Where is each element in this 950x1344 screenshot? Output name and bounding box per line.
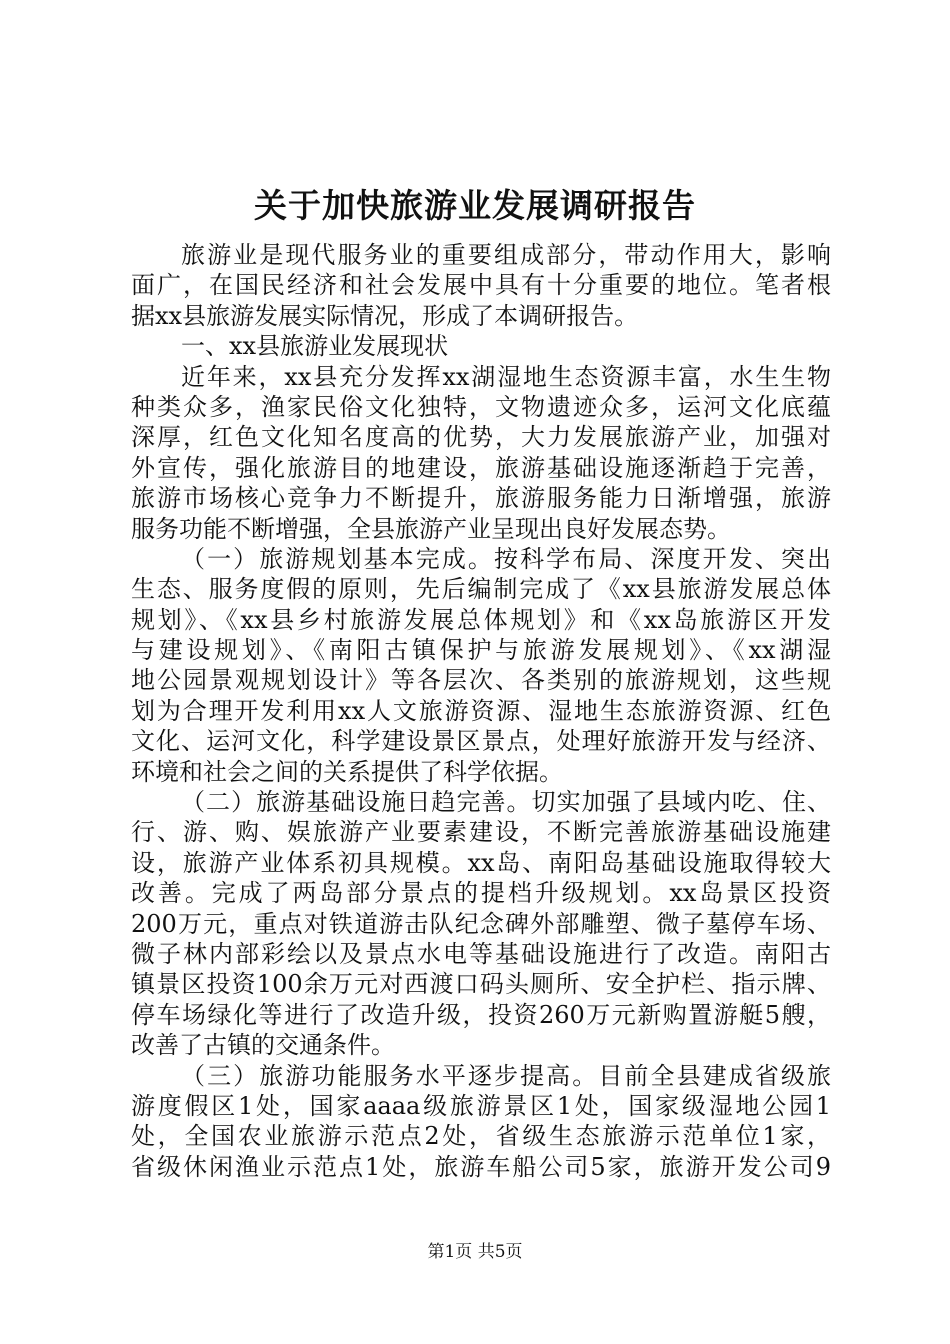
text-line: 旅游市场核心竞争力不断提升，旅游服务能力日渐增强，旅游: [131, 484, 831, 513]
text-line: （一）旅游规划基本完成。按科学布局、深度开发、突出: [181, 544, 831, 573]
text-line: （三）旅游功能服务水平逐步提高。目前全县建成省级旅: [181, 1061, 831, 1090]
text-line: 文化、运河文化，科学建设景区景点，处理好旅游开发与经济、: [131, 727, 831, 756]
text-line: 与建设规划》、《南阳古镇保护与旅游发展规划》、《xx湖湿: [131, 636, 831, 665]
text-line: 改善了古镇的交通条件。: [131, 1031, 395, 1060]
text-line: 微子林内部彩绘以及景点水电等基础设施进行了改造。南阳古: [131, 939, 831, 968]
intro-paragraph: [131, 240, 831, 331]
text-line: 旅游业是现代服务业的重要组成部分，带动作用大，影响: [181, 241, 831, 269]
text-line: 地公园景观规划设计》等各层次、各类别的旅游规划，这些规: [131, 666, 831, 695]
text-line: 种类众多，渔家民俗文化独特，文物遗迹众多，运河文化底蕴: [131, 392, 831, 421]
text-line: 行、游、购、娱旅游产业要素建设，不断完善旅游基础设施建: [131, 818, 831, 847]
text-line: 面广，在国民经济和社会发展中具有十分重要的地位。笔者根: [131, 271, 831, 300]
text-line: 设，旅游产业体系初具规模。xx岛、南阳岛基础设施取得较大: [131, 848, 831, 877]
text-line: 镇景区投资100余万元对西渡口码头厕所、安全护栏、指示牌、: [131, 970, 831, 999]
status-paragraph: [131, 362, 831, 544]
section-heading: [131, 331, 831, 361]
document-body: [131, 240, 831, 1182]
text-line: 生态、服务度假的原则，先后编制完成了《xx县旅游发展总体: [131, 575, 831, 604]
text-line: 停车场绿化等进行了改造升级，投资260万元新购置游艇5艘，: [131, 1000, 831, 1029]
text-line: （二）旅游基础设施日趋完善。切实加强了县域内吃、住、: [181, 788, 831, 817]
text-line: 改善。完成了两岛部分景点的提档升级规划。xx岛景区投资: [131, 879, 831, 908]
text-line: 规划》、《xx县乡村旅游发展总体规划》和《xx岛旅游区开发: [131, 605, 831, 634]
text-line: 近年来，xx县充分发挥xx湖湿地生态资源丰富，水生生物: [181, 362, 831, 391]
page-footer: 第1页 共5页: [427, 1242, 523, 1262]
text-line: 200万元，重点对铁道游击队纪念碑外部雕塑、微子墓停车场、: [131, 909, 831, 938]
text-line: 处，全国农业旅游示范点2处，省级生态旅游示范单位1家，: [131, 1122, 831, 1151]
planning-paragraph: [131, 544, 831, 787]
text-line: 省级休闲渔业示范点1处，旅游车船公司5家，旅游开发公司9: [131, 1152, 831, 1181]
text-line: 深厚，红色文化知名度高的优势，大力发展旅游产业，加强对: [131, 423, 831, 452]
text-line: 服务功能不断增强，全县旅游产业呈现出良好发展态势。: [131, 514, 731, 543]
text-line: 游度假区1处，国家aaaa级旅游景区1处，国家级湿地公园1: [131, 1091, 831, 1120]
text-line: 据xx县旅游发展实际情况，形成了本调研报告。: [131, 301, 639, 330]
text-line: 一、xx县旅游业发展现状: [181, 332, 449, 361]
text-line: 划为合理开发利用xx人文旅游资源、湿地生态旅游资源、红色: [131, 696, 831, 725]
text-line: 外宣传，强化旅游目的地建设，旅游基础设施逐渐趋于完善，: [131, 453, 831, 482]
service-paragraph: [131, 1061, 831, 1183]
document-title: 关于加快旅游业发展调研报告: [254, 186, 696, 225]
text-line: 环境和社会之间的关系提供了科学依据。: [131, 757, 563, 786]
infrastructure-paragraph: [131, 787, 831, 1061]
